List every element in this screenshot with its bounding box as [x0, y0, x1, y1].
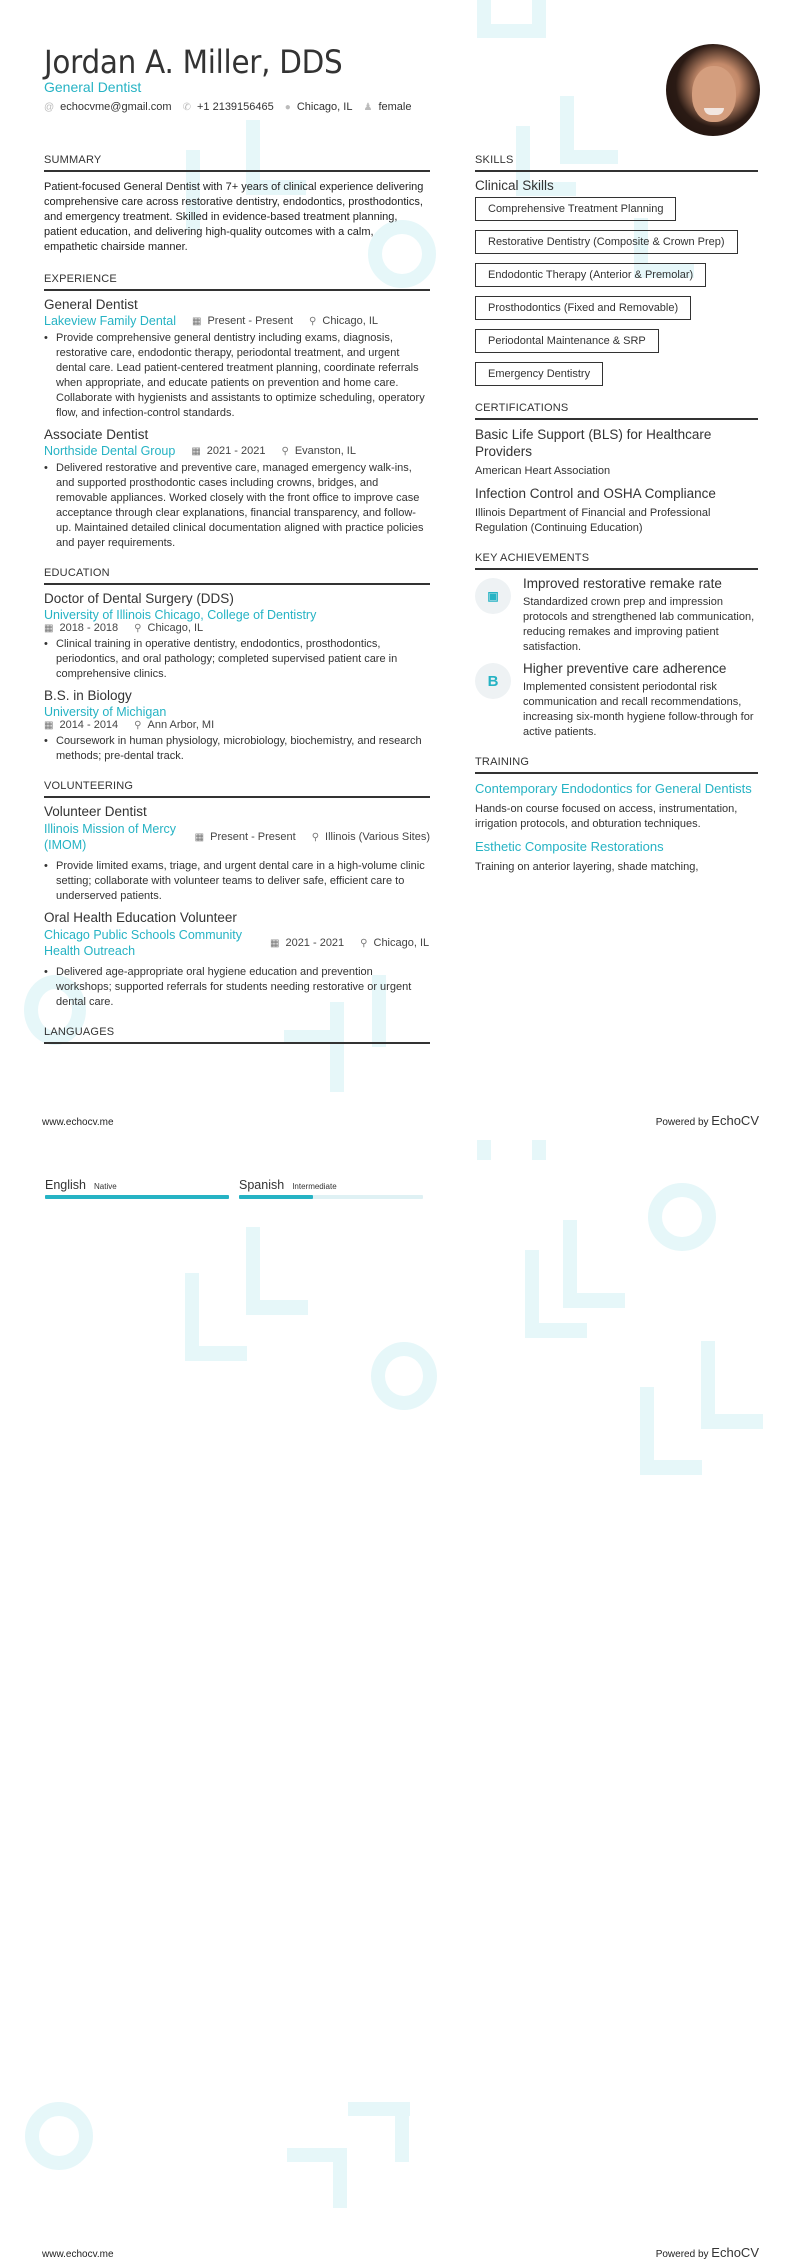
volunteer-item	[44, 804, 430, 904]
section-heading: EXPERIENCE	[44, 273, 430, 291]
degree-title: B.S. in Biology	[44, 688, 132, 703]
school-name: University of Michigan	[44, 705, 167, 719]
language-item	[45, 1178, 229, 1199]
right-column	[475, 154, 758, 887]
phone-icon: ✆	[182, 101, 191, 113]
contact-email[interactable]	[44, 101, 172, 113]
education-item	[44, 688, 430, 764]
contact-info	[44, 101, 411, 113]
bullet-item: • Coursework in human physiology, microbiology, biochemistry, and research methods; pre-dental track.	[44, 734, 430, 764]
language-head	[239, 1178, 423, 1192]
letter-b-icon: B	[475, 663, 511, 699]
map-pin-icon: ⚲	[309, 315, 317, 327]
volunteer-meta	[44, 927, 430, 959]
dates-text: 2021 - 2021	[206, 445, 266, 457]
powered-by	[656, 1113, 759, 1128]
calendar-icon: ▦	[194, 831, 205, 843]
edu-location	[134, 622, 203, 634]
degree-title: Doctor of Dental Surgery (DDS)	[44, 591, 234, 606]
languages-section	[44, 1026, 430, 1044]
decor-shape	[477, 24, 546, 38]
job-dates	[192, 315, 293, 327]
school-name: University of Illinois Chicago, College of Dentistry	[44, 608, 317, 622]
certifications-section	[475, 402, 758, 536]
experience-item	[44, 427, 430, 551]
organization-name: Illinois Mission of Mercy (IMOM)	[44, 822, 176, 852]
achievement-desc: Standardized crown prep and impression protocols and strengthened lab communication, reducing remakes and improving patient satisfaction.	[523, 596, 755, 653]
section-heading: CERTIFICATIONS	[475, 402, 758, 420]
location-text: Chicago, IL	[296, 101, 353, 113]
edu-meta	[44, 719, 430, 731]
section-heading: SKILLS	[475, 154, 758, 172]
map-pin-icon: ⚲	[311, 831, 320, 843]
powered-prefix: Powered by	[655, 1117, 709, 1128]
edu-bullets	[44, 734, 430, 764]
training-title: Contemporary Endodontics for General Dentists	[475, 781, 752, 796]
calendar-icon: ▦	[192, 315, 202, 327]
contact-location	[285, 101, 353, 113]
edu-bullets	[44, 637, 430, 682]
experience-section	[44, 273, 430, 551]
contact-gender	[363, 101, 411, 113]
language-head	[45, 1178, 229, 1192]
location-text: Chicago, IL	[147, 622, 204, 634]
education-section	[44, 567, 430, 764]
language-progress-fill	[45, 1195, 229, 1199]
role-title: Volunteer Dentist	[44, 804, 147, 819]
language-progress	[239, 1195, 423, 1199]
volunteer-dates	[195, 831, 296, 843]
bullet-item: • Delivered restorative and preventive care, managed emergency walk-ins, and supported prosthodontic cases including crowns, bridges, and removable appliances. Worked closely with the front office to improve case acceptance through clear explanations, financial transparency, and follow-up. Maintained detailed clinical documentation aligned with practice policies and payer requirements.	[44, 461, 430, 551]
decor-shape	[640, 1460, 702, 1475]
decor-ring	[371, 1342, 437, 1410]
skill-group-title: Clinical Skills	[475, 178, 554, 193]
footer-url[interactable]: www.echocv.me	[42, 1117, 114, 1128]
job-location	[282, 445, 356, 457]
achievement-item	[475, 661, 758, 740]
brand-name: EchoCV	[711, 2245, 759, 2260]
section-heading: KEY ACHIEVEMENTS	[475, 552, 758, 570]
volunteering-section	[44, 780, 430, 1010]
summary-text: Patient-focused General Dentist with 7+ years of clinical experience delivering comprehensive care across restorative dentistry, endodontics, prosthodontics, and emergency treatment. Skilled in evidence-based treatment planning, patient education, and delivering high-quality outcomes with a calm, empathetic chairside manner.	[44, 181, 424, 253]
language-item	[239, 1178, 423, 1199]
decor-shape	[563, 1293, 625, 1308]
edu-dates	[44, 622, 118, 634]
edu-dates	[44, 719, 118, 731]
volunteer-meta	[44, 821, 430, 853]
education-item	[44, 591, 430, 682]
decor-shape	[701, 1414, 763, 1429]
edu-meta	[44, 622, 430, 634]
experience-item	[44, 297, 430, 421]
job-location	[309, 315, 378, 327]
contact-phone[interactable]	[183, 101, 274, 113]
decor-shape	[333, 2148, 347, 2208]
language-name: English	[45, 1178, 86, 1192]
volunteer-dates	[270, 937, 344, 949]
section-heading: SUMMARY	[44, 154, 430, 172]
training-section	[475, 756, 758, 875]
section-heading: TRAINING	[475, 756, 758, 774]
language-progress	[45, 1195, 229, 1199]
job-title: Associate Dentist	[44, 427, 149, 442]
job-dates	[191, 445, 265, 457]
language-level: Intermediate	[292, 1182, 337, 1191]
gender-text: female	[378, 101, 412, 113]
cert-title: Infection Control and OSHA Compliance	[475, 486, 716, 501]
calendar-icon: ▦	[270, 937, 280, 949]
skill-tag: Comprehensive Treatment Planning	[475, 197, 676, 221]
decor-shape	[395, 2102, 409, 2162]
role-title: Oral Health Education Volunteer	[44, 910, 237, 925]
achievement-body	[523, 661, 758, 740]
powered-prefix: Powered by	[655, 2249, 709, 2260]
bullet-item: • Clinical training in operative dentistry, endodontics, prosthodontics, periodontics, and oral pathology; completed supervised patient care in comprehensive clinics.	[44, 637, 430, 682]
skill-tag: Emergency Dentistry	[475, 362, 603, 386]
job-meta	[44, 314, 430, 328]
cert-issuer: Illinois Department of Financial and Professional Regulation (Continuing Education)	[475, 507, 711, 534]
profile-photo	[666, 44, 760, 136]
map-pin-icon: ⚲	[134, 719, 142, 731]
decor-shape	[525, 1323, 587, 1338]
languages-list	[45, 1178, 423, 1199]
decor-shape	[185, 1346, 247, 1361]
training-desc: Hands-on course focused on access, instrumentation, irrigation protocols, and obturation techniques.	[475, 803, 738, 830]
language-name: Spanish	[239, 1178, 285, 1192]
dates-text: Present - Present	[210, 831, 296, 843]
job-bullets	[44, 461, 430, 551]
company-name: Northside Dental Group	[44, 444, 176, 458]
dates-text: 2014 - 2014	[59, 719, 119, 731]
achievement-item	[475, 576, 758, 655]
powered-by	[656, 2245, 759, 2260]
bullet-item: • Provide limited exams, triage, and urgent dental care in a high-volume clinic setting; collaborate with volunteer teams to deliver safe, efficient care to underserved patients.	[44, 859, 430, 904]
volunteer-bullets	[44, 859, 430, 904]
map-pin-icon: ⚲	[281, 445, 289, 457]
candidate-name: Jordan A. Miller, DDS	[44, 43, 343, 81]
achievements-section	[475, 552, 758, 740]
cert-issuer: American Heart Association	[475, 465, 611, 477]
language-level: Native	[94, 1182, 117, 1191]
volunteer-bullets	[44, 965, 430, 1010]
section-heading: LANGUAGES	[44, 1026, 430, 1044]
location-text: Chicago, IL	[322, 315, 379, 327]
job-bullets	[44, 331, 430, 421]
map-pin-icon: ⚲	[360, 937, 368, 949]
bullet-item: • Delivered age-appropriate oral hygiene education and prevention workshops; supported referrals for students needing restorative or urgent dental care.	[44, 965, 430, 1010]
map-pin-icon: ⚲	[134, 622, 142, 634]
skill-tag: Prosthodontics (Fixed and Removable)	[475, 296, 691, 320]
dates-text: 2018 - 2018	[59, 622, 119, 634]
calendar-icon: ▦	[191, 445, 201, 457]
calendar-icon: ▦	[44, 622, 54, 634]
footer-url[interactable]: www.echocv.me	[42, 2249, 114, 2260]
location-text: Chicago, IL	[373, 937, 430, 949]
decor-ring	[25, 2102, 93, 2170]
skill-tag: Endodontic Therapy (Anterior & Premolar)	[475, 263, 706, 287]
achievement-title: Higher preventive care adherence	[523, 661, 727, 676]
skill-tag: Periodontal Maintenance & SRP	[475, 329, 659, 353]
decor-ring	[648, 1183, 716, 1251]
person-icon: ♟	[363, 101, 373, 113]
brand-name: EchoCV	[711, 1113, 759, 1128]
map-pin-icon: ●	[284, 101, 291, 113]
edu-location	[134, 719, 214, 731]
resume-page-2	[0, 1160, 794, 2260]
section-heading: EDUCATION	[44, 567, 430, 585]
training-desc: Training on anterior layering, shade matching,	[475, 861, 699, 873]
skills-section	[475, 154, 758, 386]
job-title: General Dentist	[44, 297, 138, 312]
company-name: Lakeview Family Dental	[44, 314, 176, 328]
at-icon: @	[44, 101, 55, 113]
training-title: Esthetic Composite Restorations	[475, 839, 664, 854]
language-progress-fill	[239, 1195, 313, 1199]
section-heading: VOLUNTEERING	[44, 780, 430, 798]
calendar-icon: ▦	[44, 719, 54, 731]
location-text: Illinois (Various Sites)	[325, 831, 430, 843]
volunteer-item	[44, 910, 430, 1010]
phone-text: +1 2139156465	[196, 101, 274, 113]
calendar-chart-icon: ▣	[475, 578, 511, 614]
skill-tag: Restorative Dentistry (Composite & Crown Prep)	[475, 230, 738, 254]
achievement-title: Improved restorative remake rate	[523, 576, 722, 591]
candidate-title: General Dentist	[44, 79, 142, 95]
location-text: Ann Arbor, MI	[147, 719, 215, 731]
achievement-desc: Implemented consistent periodontal risk communication and recall recommendations, increasing six-month hygiene follow-through for active patients.	[523, 681, 754, 738]
job-meta	[44, 444, 430, 458]
left-column	[44, 154, 430, 1056]
organization-name: Chicago Public Schools Community Health Outreach	[44, 928, 243, 958]
location-text: Evanston, IL	[294, 445, 356, 457]
volunteer-location	[360, 937, 429, 949]
dates-text: Present - Present	[207, 315, 294, 327]
email-text: echocvme@gmail.com	[60, 101, 172, 113]
decor-shape	[246, 1300, 308, 1315]
cert-title: Basic Life Support (BLS) for Healthcare Providers	[475, 427, 712, 459]
bullet-item: • Provide comprehensive general dentistry including exams, diagnosis, restorative care, endodontic therapy, periodontal treatment, and urgent dental care. Lead patient-centered treatment planning, coordinate referrals when appropriate, and educate patients on prevention and home care. Collaborate with hygienists and assistants to optimize scheduling, operatory flow, and infection-control standards.	[44, 331, 430, 421]
volunteer-location	[312, 831, 430, 843]
summary-section	[44, 154, 430, 255]
achievement-body	[523, 576, 758, 655]
dates-text: 2021 - 2021	[285, 937, 345, 949]
